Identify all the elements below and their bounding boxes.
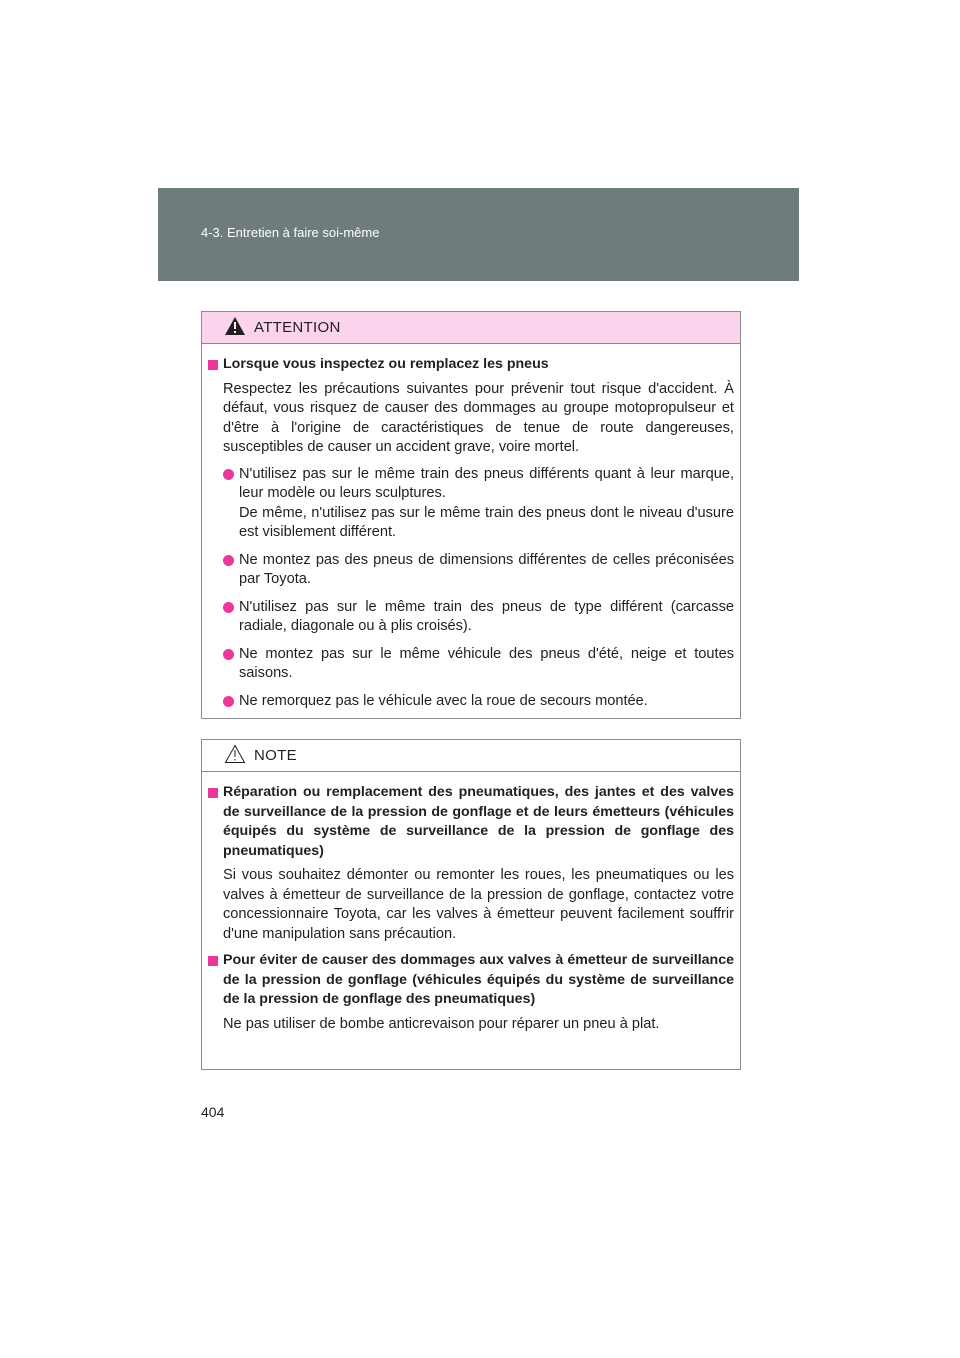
circle-bullet-icon bbox=[223, 469, 234, 480]
attention-bullet: Ne montez pas sur le même véhicule des pneus d'été, neige et toutes saisons. bbox=[208, 645, 734, 684]
attention-intro: Respectez les précautions suivantes pour prévenir tout risque d'accident. À défaut, vous risquez de causer des dommages au groupe motopropulseur et d'être à l'origine de caractéristiques de tenue de route dangereuses, susceptibles de causer un accident grave, voire mortel. bbox=[223, 380, 734, 455]
attention-bullet: N'utilisez pas sur le même train des pneus différents quant à leur marque, leur modèle ou leurs sculptures. De même, n'utilisez pas sur le même train des pneus dont le niveau d'usure est visiblement différent. bbox=[208, 465, 734, 543]
attention-title: ATTENTION bbox=[254, 319, 341, 336]
square-bullet-icon bbox=[208, 956, 218, 966]
note-heading: Réparation ou remplacement des pneumatiques, des jantes et des valves de surveillance de la pression de gonflage et de leurs émetteurs (véhicules équipés du système de surveillance de la pression de gonflage des pneumatiques) bbox=[208, 783, 734, 861]
warning-outline-icon bbox=[224, 744, 246, 764]
note-text: Si vous souhaitez démonter ou remonter les roues, les pneumatiques ou les valves à émetteur de surveillance de la pression de gonflage, contactez votre concessionnaire Toyota, car les valves à émetteur peuvent facilement souffrir d'une manipulation sans précaution. bbox=[223, 867, 734, 942]
attention-bullet: Ne remorquez pas le véhicule avec la roue de secours montée. bbox=[208, 692, 734, 712]
warning-filled-icon bbox=[224, 316, 246, 336]
attention-bullet: Ne montez pas des pneus de dimensions différentes de celles préconisées par Toyota. bbox=[208, 551, 734, 590]
section-title: 4-3. Entretien à faire soi-même bbox=[201, 225, 380, 240]
circle-bullet-icon bbox=[223, 649, 234, 660]
note-title: NOTE bbox=[254, 747, 297, 764]
attention-title-bar bbox=[202, 312, 740, 344]
circle-bullet-icon bbox=[223, 602, 234, 613]
circle-bullet-icon bbox=[223, 696, 234, 707]
page-header bbox=[158, 188, 799, 281]
note-box bbox=[201, 739, 741, 1070]
page-number: 404 bbox=[201, 1104, 225, 1120]
square-bullet-icon bbox=[208, 360, 218, 370]
note-title-bar bbox=[202, 740, 740, 772]
square-bullet-icon bbox=[208, 788, 218, 798]
attention-bullet: N'utilisez pas sur le même train des pneus de type différent (carcasse radiale, diagonale ou à plis croisés). bbox=[208, 598, 734, 637]
attention-heading: Lorsque vous inspectez ou remplacez les pneus bbox=[208, 355, 734, 375]
note-heading: Pour éviter de causer des dommages aux valves à émetteur de surveillance de la pression de gonflage (véhicules équipés du système de surveillance de la pression de gonflage des pneumatiques) bbox=[208, 951, 734, 1010]
attention-box bbox=[201, 311, 741, 719]
note-text: Ne pas utiliser de bombe anticrevaison pour réparer un pneu à plat. bbox=[223, 1015, 660, 1032]
circle-bullet-icon bbox=[223, 555, 234, 566]
